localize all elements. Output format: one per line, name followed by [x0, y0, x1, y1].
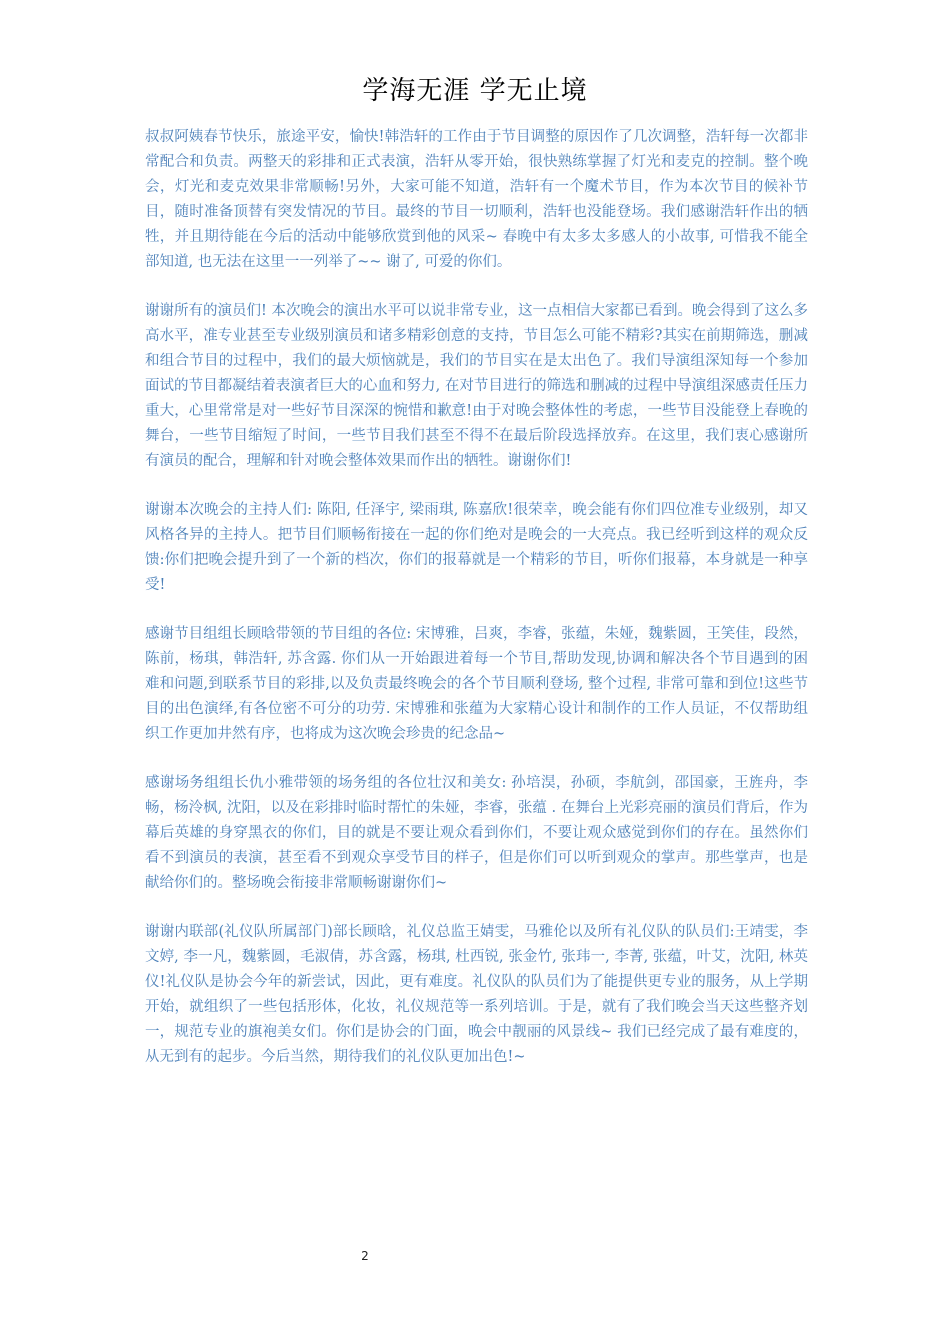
paragraph-thanks-haoxuan: 叔叔阿姨春节快乐，旅途平安，愉快!韩浩轩的工作由于节目调整的原因作了几次调整，浩轩每一次都非常配合和负责。两整天的彩排和正式表演，浩轩从零开始，很快熟练掌握了灯光和麦克的控制。整个晚会，灯光和麦克效果非常顺畅!另外，大家可能不知道，浩轩有一个魔术节目，作为本次节目的候补节目，随时准备顶替有突发情况的节目。最终的节目一切顺利，浩轩也没能登场。我们感谢浩轩作出的牺牲，并且期待能在今后的活动中能够欣赏到他的风采~ 春晚中有太多太多感人的小故事, 可惜我不能全部知道, 也无法在这里一一列举了~~ 谢了, 可爱的你们。: [145, 129, 808, 270]
page-title: 学海无涯 学无止境: [362, 76, 588, 106]
page-number: 2: [361, 1249, 369, 1263]
paragraph-thanks-performers: 谢谢所有的演员们! 本次晚会的演出水平可以说非常专业，这一点相信大家都已看到。晚会得到了这么多高水平，准专业甚至专业级别演员和诸多精彩创意的支持，节目怎么可能不精彩?其实在前期筛选，删减和组合节目的过程中，我们的最大烦恼就是，我们的节目实在是太出色了。我们导演组深知每一个参加面试的节目都凝结着表演者巨大的心血和努力, 在对节目进行的筛选和删减的过程中导演组深感责任压力重大，心里常常是对一些好节目深深的惋惜和歉意!由于对晚会整体性的考虑，一些节目没能登上春晚的舞台，一些节目缩短了时间，一些节目我们甚至不得不在最后阶段选择放弃。在这里，我们衷心感谢所有演员的配合，理解和针对晚会整体效果而作出的牺牲。谢谢你们!: [145, 303, 808, 469]
paragraph-thanks-program-team: 感谢节目组组长顾晗带领的节目组的各位: 宋博雅，吕爽，李睿，张蕴，朱娅，魏紫圆，王笑佳，段然，陈前，杨琪，韩浩轩, 苏含露. 你们从一开始跟进着每一个节目,帮助发现,协调和解决各个节目遇到的困难和问题,到联系节目的彩排,以及负责最终晚会的各个节目顺利登场, 整个过程, 非常可靠和到位!这些节目的出色演绎,有各位密不可分的功劳. 宋博雅和张蕴为大家精心设计和制作的工作人员证，不仅帮助组织工作更加井然有序，也将成为这次晚会珍贵的纪念品~: [145, 626, 808, 742]
document-body: [145, 125, 808, 1094]
paragraph-thanks-stage-crew: 感谢场务组组长仇小雅带领的场务组的各位壮汉和美女: 孙培淏，孙硕，李航剑，邵国豪，王旌舟，李畅，杨泠枫, 沈阳，以及在彩排时临时帮忙的朱娅，李睿，张蕴 . 在舞台上光彩亮丽的演员们背后，作为幕后英雄的身穿黑衣的你们，目的就是不要让观众看到你们，不要让观众感觉到你们的存在。虽然你们看不到演员的表演，甚至看不到观众享受节目的样子，但是你们可以听到观众的掌声。那些掌声，也是献给你们的。整场晚会衔接非常顺畅谢谢你们~: [145, 775, 808, 891]
paragraph-thanks-hosts: 谢谢本次晚会的主持人们: 陈阳, 任泽宇, 梁雨琪, 陈嘉欣!很荣幸，晚会能有你们四位准专业级别，却又风格各异的主持人。把节目们顺畅衔接在一起的你们绝对是晚会的一大亮点。我已经听到这样的观众反馈:你们把晚会提升到了一个新的档次，你们的报幕就是一个精彩的节目，听你们报幕，本身就是一种享受!: [145, 502, 808, 593]
paragraph-thanks-etiquette-team: 谢谢内联部(礼仪队所属部门)部长顾晗，礼仪总监王婧雯，马雅伦以及所有礼仪队的队员们:王靖雯，李文婷, 李一凡，魏紫圆，毛淑倩，苏含露，杨琪, 杜西锐, 张金竹, 张玮一, 李菁, 张蕴，叶艾，沈阳, 林英仪!礼仪队是协会今年的新尝试，因此，更有难度。礼仪队的队员们为了能提供更专业的服务，从上学期开始，就组织了一些包括形体，化妆，礼仪规范等一系列培训。于是，就有了我们晚会当天这些整齐划一，规范专业的旗袍美女们。你们是协会的门面，晚会中靓丽的风景线~ 我们已经完成了最有难度的，从无到有的起步。今后当然，期待我们的礼仪队更加出色!~: [145, 924, 808, 1065]
